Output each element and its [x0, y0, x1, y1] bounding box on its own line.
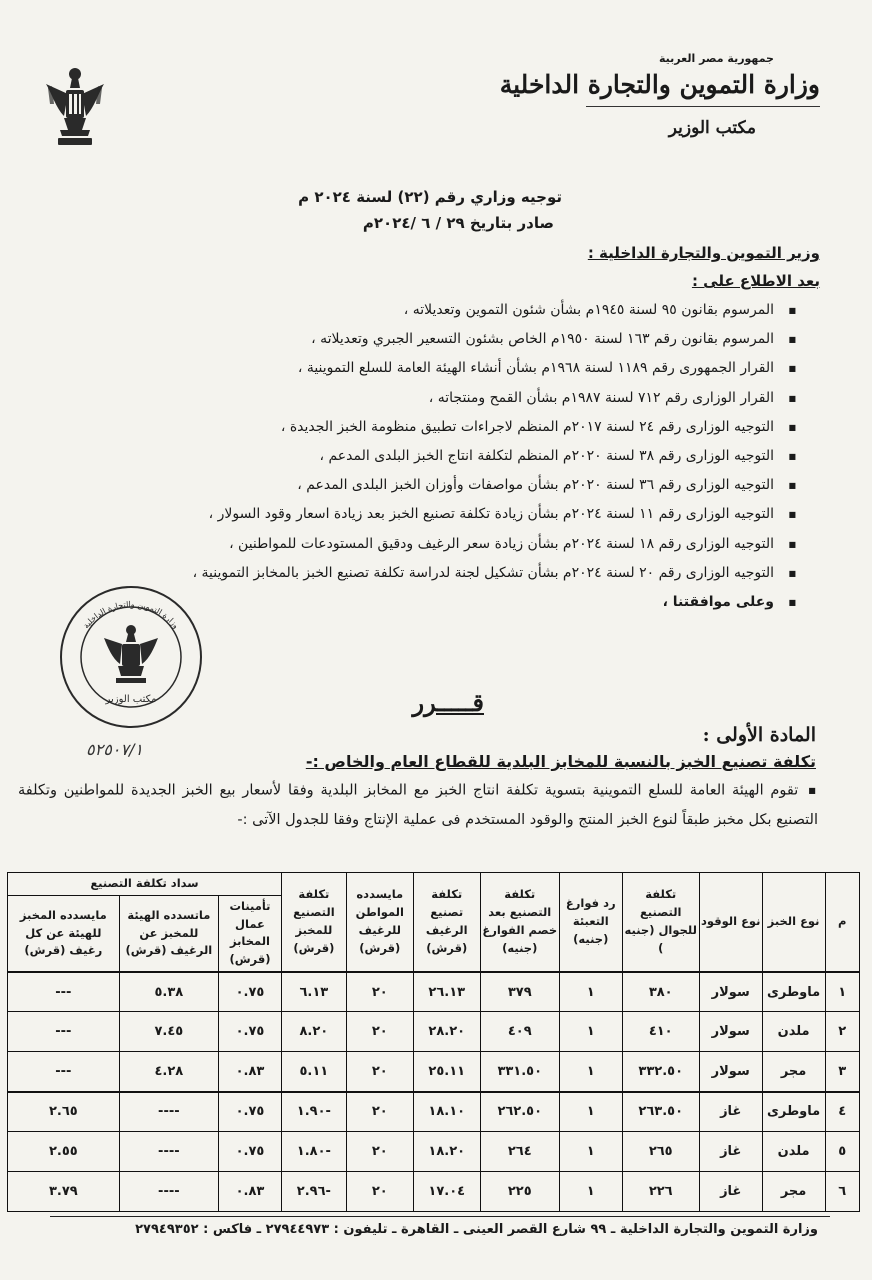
cell-insurance: ٠.٧٥ [219, 1132, 282, 1172]
cell-sack: ٤١٠ [622, 1012, 699, 1052]
article-heading: المادة الأولى : [702, 724, 816, 746]
cell-authority: ٥.٣٨ [119, 972, 218, 1012]
cost-table [7, 872, 860, 1212]
cell-loaf: ٢٨.٢٠ [413, 1012, 480, 1052]
cell-return: ١ [559, 1052, 622, 1092]
table-row [8, 1012, 860, 1052]
col-sack-cost: تكلفة التصنيع للجوال (جنيه ) [622, 873, 699, 973]
reference-item: ■ التوجيه الوزارى رقم ١٨ لسنة ٢٠٢٤م بشأن زيادة سعر الرغيف ودقيق المستودعات للمواطنين ، [36, 530, 796, 559]
minister-office: مكتب الوزير [668, 118, 756, 138]
eagle-emblem-icon [42, 64, 108, 150]
issue-date: صادر بتاريخ ٢٩ / ٦ /٢٠٢٤م [362, 214, 554, 232]
col-bakery-pays: مايسدده المخبز للهيئة عن كل رغيف (قرش) [8, 895, 120, 972]
cell-bakery-pays: --- [8, 972, 120, 1012]
col-worker-insurance: تأمينات عمال المخابز (قرش) [219, 895, 282, 972]
cell-citizen: ٢٠ [346, 1052, 413, 1092]
cell-insurance: ٠.٨٣ [219, 1172, 282, 1212]
cell-loaf: ١٧.٠٤ [413, 1172, 480, 1212]
cell-after: ٤٠٩ [480, 1012, 559, 1052]
col-no: م [825, 873, 859, 973]
table-row [8, 1132, 860, 1172]
cell-bakery: ٨.٢٠ [281, 1012, 346, 1052]
decision-paragraph-text: تقوم الهيئة العامة للسلع التموينية بتسوية تكلفة انتاج الخبز مع المخابز البلدية وفقا لأسعار بيع الخبز الجديدة للمواطنين وتكلفة التصنيع بكل مخبز طبقاً لنوع الخبز المنتج والوقود المستخدم فى عملية الإنتاج وفقا للجدول الآتى :- [18, 782, 818, 828]
cell-return: ١ [559, 1012, 622, 1052]
table-header-row [8, 873, 860, 896]
country-name: جمهورية مصر العربية [659, 52, 774, 65]
seal-ring-text: وزارة التموين والتجارة الداخلية [81, 599, 181, 631]
cell-fuel: غاز [699, 1132, 762, 1172]
cell-after: ٣٣١.٥٠ [480, 1052, 559, 1092]
cell-return: ١ [559, 972, 622, 1012]
col-authority-pays: ماتسدده الهيئة للمخبز عن الرغيف (قرش) [119, 895, 218, 972]
reference-item: ■ المرسوم بقانون رقم ١٦٣ لسنة ١٩٥٠م الخاص بشئون التسعير الجبري وتعديلاته ، [36, 325, 796, 354]
footer-address: وزارة التموين والتجارة الداخلية ـ ٩٩ شارع القصر العينى ـ القاهرة ـ تليفون : ٢٧٩٤٤٩٧٣ ـ فاكس : ٢٧٩٤٩٣٥٢ [135, 1222, 818, 1237]
cell-no: ٥ [825, 1132, 859, 1172]
col-bread-type: نوع الخبز [762, 873, 825, 973]
bullet-icon: ■ [808, 786, 818, 795]
cell-no: ١ [825, 972, 859, 1012]
cell-bakery-pays: --- [8, 1012, 120, 1052]
minister-heading: وزير التموين والتجارة الداخلية : [587, 244, 820, 262]
decision-paragraph [18, 776, 818, 835]
seal-center-text: مكتب الوزير [105, 694, 157, 705]
cell-bread: ماوطرى [762, 1092, 825, 1132]
approval-item: ■ وعلى موافقتنا ، [36, 588, 796, 617]
cell-after: ٣٧٩ [480, 972, 559, 1012]
directive-title: توجيه وزاري رقم (٢٢) لسنة ٢٠٢٤ م [298, 188, 562, 206]
footer-divider [50, 1216, 830, 1217]
cell-sack: ٢٦٥ [622, 1132, 699, 1172]
cell-authority: ٤.٢٨ [119, 1052, 218, 1092]
table-row [8, 1092, 860, 1132]
reference-item: ■ التوجيه الوزارى رقم ٣٨ لسنة ٢٠٢٠م المنظم لتكلفة انتاج الخبز البلدى المدعم ، [36, 442, 796, 471]
cell-bakery: -١.٩٠ [281, 1092, 346, 1132]
reference-item: ■ القرار الجمهورى رقم ١١٨٩ لسنة ١٩٦٨م بشأن أنشاء الهيئة العامة للسلع التموينية ، [36, 354, 796, 383]
cell-bread: ملدن [762, 1012, 825, 1052]
cell-authority: ---- [119, 1132, 218, 1172]
cell-return: ١ [559, 1132, 622, 1172]
cell-bread: ملدن [762, 1132, 825, 1172]
cell-insurance: ٠.٨٣ [219, 1052, 282, 1092]
col-return-empty: رد فوارغ التعبئة (جنيه) [559, 873, 622, 973]
cell-bakery: -٢.٩٦ [281, 1172, 346, 1212]
col-bakery-cost: تكلفة التصنيع للمخبز (قرش) [281, 873, 346, 973]
cell-loaf: ١٨.٢٠ [413, 1132, 480, 1172]
cell-authority: ---- [119, 1172, 218, 1212]
cell-after: ٢٢٥ [480, 1172, 559, 1212]
cell-insurance: ٠.٧٥ [219, 972, 282, 1012]
cell-return: ١ [559, 1172, 622, 1212]
cell-no: ٤ [825, 1092, 859, 1132]
cell-bakery-pays: ٣.٧٩ [8, 1172, 120, 1212]
cell-insurance: ٠.٧٥ [219, 1012, 282, 1052]
decision-heading: قـــــرر [412, 688, 484, 717]
group-header: سداد تكلفة التصنيع [8, 873, 282, 896]
reference-item: ■ المرسوم بقانون ٩٥ لسنة ١٩٤٥م بشأن شئون التموين وتعديلاته ، [36, 296, 796, 325]
cell-loaf: ٢٦.١٣ [413, 972, 480, 1012]
cell-bakery-pays: ٢.٥٥ [8, 1132, 120, 1172]
section-title: تكلفة تصنيع الخبز بالنسبة للمخابز البلدية للقطاع العام والخاص :- [305, 752, 816, 771]
cell-sack: ٣٣٢.٥٠ [622, 1052, 699, 1092]
ministry-name: وزارة التموين والتجارة الداخلية [499, 70, 820, 99]
references-list [36, 296, 796, 617]
cell-return: ١ [559, 1092, 622, 1132]
cell-no: ٣ [825, 1052, 859, 1092]
cell-fuel: غاز [699, 1092, 762, 1132]
cell-fuel: سولار [699, 1012, 762, 1052]
reference-item: ■ القرار الوزارى رقم ٧١٢ لسنة ١٩٨٧م بشأن القمح ومنتجاته ، [36, 384, 796, 413]
cell-citizen: ٢٠ [346, 1172, 413, 1212]
cell-citizen: ٢٠ [346, 1012, 413, 1052]
col-cost-after-empty: تكلفة التصنيع بعد خصم الفوارغ (جنيه) [480, 873, 559, 973]
cell-bakery: ٦.١٣ [281, 972, 346, 1012]
col-citizen-pays: مايسدده المواطن للرغيف (قرش) [346, 873, 413, 973]
cell-bread: ماوطرى [762, 972, 825, 1012]
cell-loaf: ٢٥.١١ [413, 1052, 480, 1092]
cell-loaf: ١٨.١٠ [413, 1092, 480, 1132]
reference-item: ■ التوجيه الوزارى رقم ٢٤ لسنة ٢٠١٧م المنظم لاجراءات تطبيق منظومة الخبز الجديدة ، [36, 413, 796, 442]
cell-bakery-pays: --- [8, 1052, 120, 1092]
cell-fuel: سولار [699, 1052, 762, 1092]
cell-sack: ٢٦٣.٥٠ [622, 1092, 699, 1132]
header-divider [586, 106, 820, 107]
cell-after: ٢٦٢.٥٠ [480, 1092, 559, 1132]
cell-bread: مجر [762, 1172, 825, 1212]
table-row [8, 1172, 860, 1212]
cell-citizen: ٢٠ [346, 1092, 413, 1132]
table-row [8, 1052, 860, 1092]
cell-authority: ---- [119, 1092, 218, 1132]
cell-citizen: ٢٠ [346, 1132, 413, 1172]
reference-item: ■ التوجيه الوزارى رقم ٢٠ لسنة ٢٠٢٤م بشأن تشكيل لجنة لدراسة تكلفة تصنيع الخبز بالمخابز التموينية ، [36, 559, 796, 588]
cell-fuel: سولار [699, 972, 762, 1012]
cell-insurance: ٠.٧٥ [219, 1092, 282, 1132]
cell-bakery: ٥.١١ [281, 1052, 346, 1092]
after-review-heading: بعد الاطلاع على : [691, 272, 820, 290]
cell-after: ٢٦٤ [480, 1132, 559, 1172]
col-loaf-cost: تكلفة تصنيع الرغيف (قرش) [413, 873, 480, 973]
cell-bakery-pays: ٢.٦٥ [8, 1092, 120, 1132]
cell-citizen: ٢٠ [346, 972, 413, 1012]
reference-item: ■ التوجيه الوزارى رقم ٣٦ لسنة ٢٠٢٠م بشأن مواصفات وأوزان الخبز البلدى المدعم ، [36, 471, 796, 500]
cell-no: ٦ [825, 1172, 859, 1212]
col-fuel-type: نوع الوقود [699, 873, 762, 973]
cell-sack: ٢٢٦ [622, 1172, 699, 1212]
cell-fuel: غاز [699, 1172, 762, 1212]
cell-bread: مجر [762, 1052, 825, 1092]
reference-item: ■ التوجيه الوزارى رقم ١١ لسنة ٢٠٢٤م بشأن زيادة تكلفة تصنيع الخبز بعد زيادة اسعار وقود السولار ، [36, 500, 796, 529]
cell-sack: ٣٨٠ [622, 972, 699, 1012]
ministry-seal-icon [56, 582, 206, 732]
table-row [8, 972, 860, 1012]
cell-authority: ٧.٤٥ [119, 1012, 218, 1052]
handwritten-note: ٥٢٥٠٧/١ [86, 740, 143, 759]
cell-no: ٢ [825, 1012, 859, 1052]
cell-bakery: -١.٨٠ [281, 1132, 346, 1172]
